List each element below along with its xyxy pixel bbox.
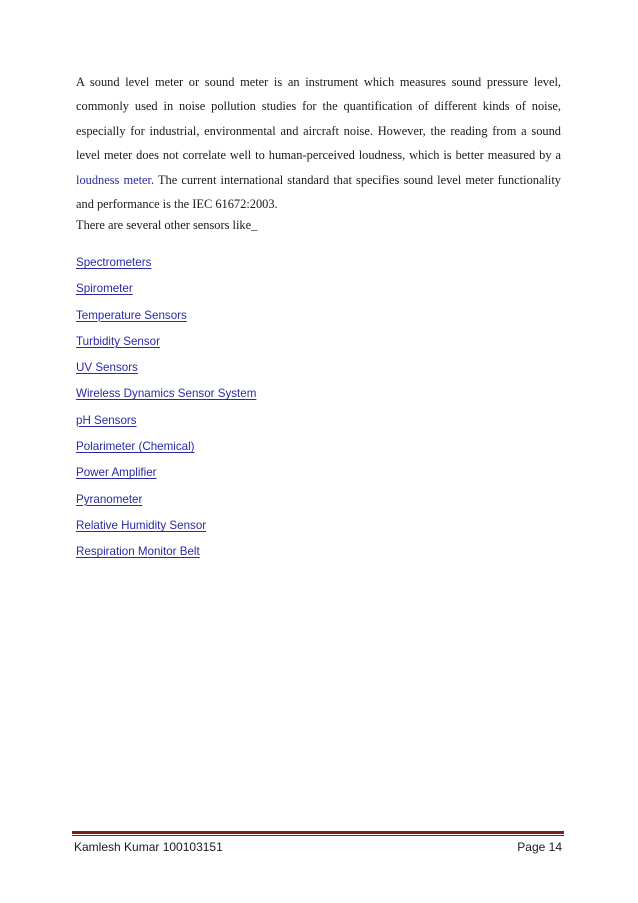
sensor-link-power-amplifier[interactable]: Power Amplifier xyxy=(76,466,157,480)
sensor-link-wireless-dynamics[interactable]: Wireless Dynamics Sensor System xyxy=(76,387,257,401)
sensor-link-respiration-belt[interactable]: Respiration Monitor Belt xyxy=(76,545,200,559)
sensor-link-ph-sensors[interactable]: pH Sensors xyxy=(76,413,137,427)
list-item xyxy=(76,385,256,411)
sensor-link-list xyxy=(76,254,256,570)
list-item xyxy=(76,280,256,306)
paragraph-text-part1: A sound level meter or sound meter is an instrument which measures sound pressure level, commonly used in noise pollution studies for the quantification of different kinds of noise, especially for industrial, environmental and aircraft noise. However, the reading from a sound level meter does not correlate well to human-perceived loudness, which is better measured by a xyxy=(76,75,561,163)
sensor-link-turbidity-sensor[interactable]: Turbidity Sensor xyxy=(76,334,160,348)
sensor-link-pyranometer[interactable]: Pyranometer xyxy=(76,492,143,506)
sensor-link-spirometer[interactable]: Spirometer xyxy=(76,282,133,296)
list-item xyxy=(76,438,256,464)
footer-rule-thick xyxy=(72,831,564,834)
list-item xyxy=(76,464,256,490)
footer-author: Kamlesh Kumar 100103151 xyxy=(74,840,223,854)
footer-rule-thin xyxy=(72,835,564,836)
list-item xyxy=(76,517,256,543)
sensor-link-uv-sensors[interactable]: UV Sensors xyxy=(76,361,138,375)
sensor-link-spectrometers[interactable]: Spectrometers xyxy=(76,256,152,269)
paragraph-text-part2: . The current international standard that specifies sound level meter functionality and performance is the IEC 61672:2003. xyxy=(76,172,561,212)
loudness-meter-link[interactable]: loudness meter xyxy=(76,172,151,187)
list-item xyxy=(76,543,256,569)
list-item xyxy=(76,359,256,385)
sensors-intro: There are several other sensors like_ xyxy=(76,218,258,232)
list-item xyxy=(76,491,256,517)
sensor-link-temperature-sensors[interactable]: Temperature Sensors xyxy=(76,308,187,322)
list-item xyxy=(76,333,256,359)
footer-page-number: Page 14 xyxy=(517,840,562,854)
list-item xyxy=(76,412,256,438)
sensor-link-relative-humidity[interactable]: Relative Humidity Sensor xyxy=(76,518,207,532)
list-item xyxy=(76,254,256,280)
sensor-link-polarimeter[interactable]: Polarimeter (Chemical) xyxy=(76,440,195,454)
list-item xyxy=(76,307,256,333)
body-paragraph xyxy=(76,70,561,216)
